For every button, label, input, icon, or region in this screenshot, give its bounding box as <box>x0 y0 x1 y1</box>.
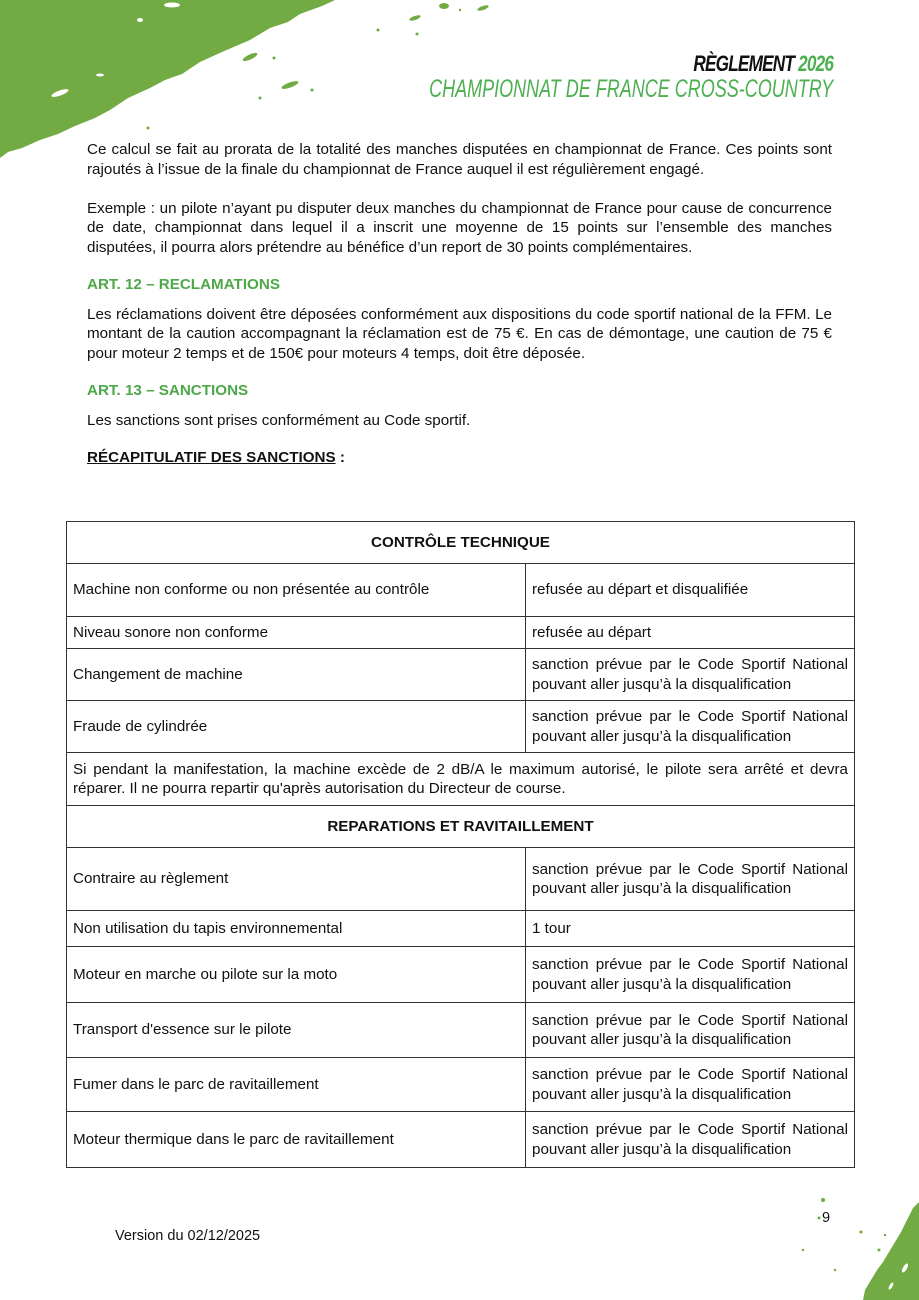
infraction-cell: Fumer dans le parc de ravitaillement <box>67 1058 526 1112</box>
table-row <box>67 617 855 649</box>
sanctions-table <box>66 521 855 1168</box>
footer-version: Version du 02/12/2025 <box>115 1228 261 1244</box>
sanction-cell: sanction prévue par le Code Sportif National pouvant aller jusqu’à la disqualification <box>526 848 855 911</box>
table-row <box>67 1058 855 1112</box>
table-row <box>67 947 855 1003</box>
sanction-cell: sanction prévue par le Code Sportif National pouvant aller jusqu’à la disqualification <box>526 701 855 753</box>
sanction-cell: sanction prévue par le Code Sportif National pouvant aller jusqu’à la disqualification <box>526 1058 855 1112</box>
sanction-cell: refusée au départ et disqualifiée <box>526 564 855 617</box>
article-13-title: ART. 13 – SANCTIONS <box>87 382 249 399</box>
sanction-cell: sanction prévue par le Code Sportif National pouvant aller jusqu’à la disqualification <box>526 649 855 701</box>
document-body <box>87 140 832 468</box>
sanction-cell: 1 tour <box>526 911 855 947</box>
table-row <box>67 1003 855 1058</box>
document-header <box>272 52 833 102</box>
brand-title <box>395 52 833 76</box>
infraction-cell: Niveau sonore non conforme <box>67 617 526 649</box>
table-row <box>67 848 855 911</box>
infraction-cell: Moteur thermique dans le parc de ravitaillement <box>67 1112 526 1168</box>
table-row <box>67 649 855 701</box>
article-12-title: ART. 12 – RECLAMATIONS <box>87 276 280 293</box>
sanction-cell: sanction prévue par le Code Sportif National pouvant aller jusqu’à la disqualification <box>526 1003 855 1058</box>
sanction-cell: refusée au départ <box>526 617 855 649</box>
section-header-reparations-ravitaillement: REPARATIONS ET RAVITAILLEMENT <box>67 806 855 848</box>
recap-heading <box>87 448 832 468</box>
championship-subtitle: CHAMPIONNAT DE FRANCE CROSS-COUNTRY <box>428 75 833 103</box>
infraction-cell: Contraire au règlement <box>67 848 526 911</box>
recap-title: RÉCAPITULATIF DES SANCTIONS <box>87 449 336 466</box>
paragraph-calcul: Ce calcul se fait au prorata de la totalité des manches disputées en championnat de France. Ces points sont rajoutés à l’issue de la finale du championnat de France auquel il est régulièrement engagé. <box>87 141 832 178</box>
infraction-cell: Non utilisation du tapis environnemental <box>67 911 526 947</box>
brand-year: 2026 <box>797 51 833 76</box>
table-row <box>67 701 855 753</box>
infraction-cell: Transport d'essence sur le pilote <box>67 1003 526 1058</box>
paragraph-exemple: Exemple : un pilote n’ayant pu disputer deux manches du championnat de France pour cause de concurrence de date, championnat dans lequel il a inscrit une moyenne de 15 points sur l’ensemble des manches disputées, il pourra alors prétendre au bénéfice d’un report de 30 points complémentaires. <box>87 199 832 256</box>
infraction-cell: Machine non conforme ou non présentée au contrôle <box>67 564 526 617</box>
table-row <box>67 564 855 617</box>
infraction-cell: Fraude de cylindrée <box>67 701 526 753</box>
article-13-text: Les sanctions sont prises conformément au Code sportif. <box>87 411 471 429</box>
recap-colon: : <box>335 449 345 466</box>
infraction-cell: Changement de machine <box>67 649 526 701</box>
page-number: 9 <box>822 1210 831 1226</box>
section-header-controle-technique: CONTRÔLE TECHNIQUE <box>67 522 855 564</box>
table-row <box>67 1112 855 1168</box>
noise-limit-note: Si pendant la manifestation, la machine excède de 2 dB/A le maximum autorisé, le pilote sera arrêté et devra réparer. Il ne pourra repartir qu'après autorisation du Directeur de course. <box>67 753 855 806</box>
brand-word: RÈGLEMENT <box>693 51 794 76</box>
infraction-cell: Moteur en marche ou pilote sur la moto <box>67 947 526 1003</box>
table-row <box>67 911 855 947</box>
sanction-cell: sanction prévue par le Code Sportif National pouvant aller jusqu’à la disqualification <box>526 1112 855 1168</box>
sanction-cell: sanction prévue par le Code Sportif National pouvant aller jusqu’à la disqualification <box>526 947 855 1003</box>
article-12-text: Les réclamations doivent être déposées conformément aux dispositions du code sportif national de la FFM. Le montant de la caution accompagnant la réclamation est de 75 €. En cas de démontage, une caution de 75 € pour moteur 2 temps et de 150€ pour moteurs 4 temps, doit être déposée. <box>87 305 832 362</box>
green-paint-splash-bottom-right <box>779 1190 919 1300</box>
